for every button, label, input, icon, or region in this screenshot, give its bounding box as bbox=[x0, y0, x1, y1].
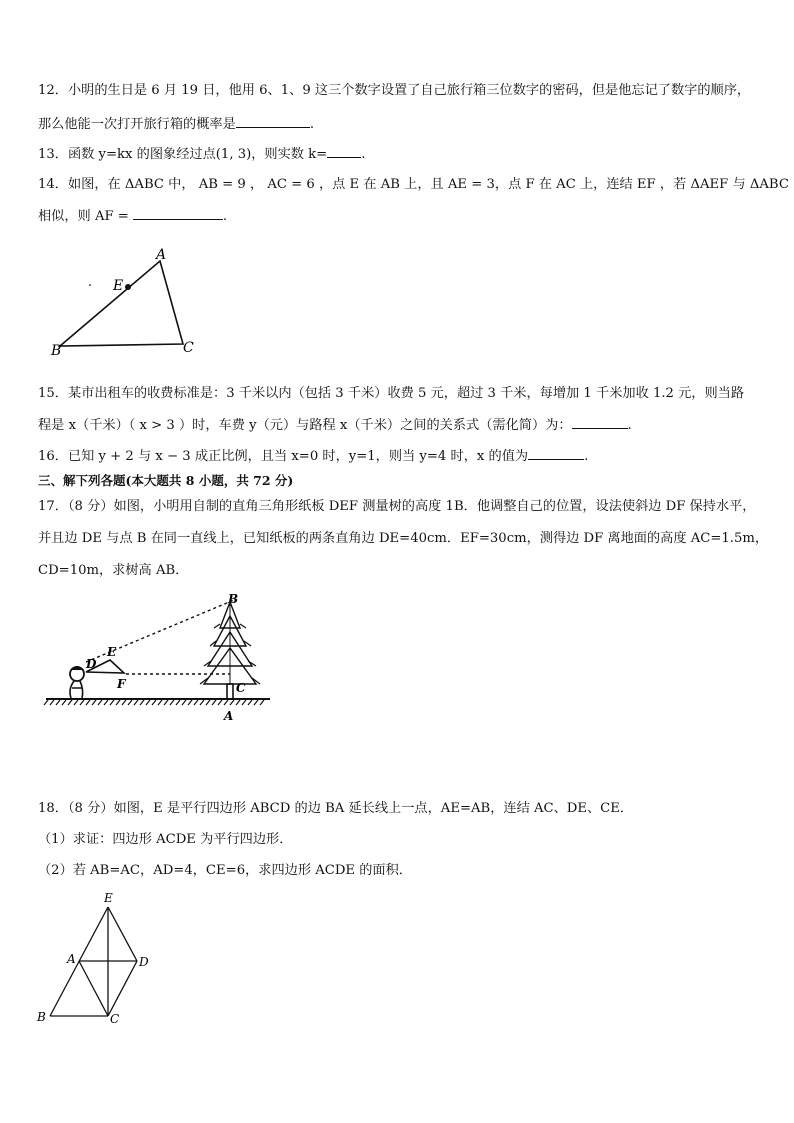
label-b: B bbox=[228, 592, 239, 606]
q14-line2 bbox=[38, 207, 227, 226]
q12-text: 那么他能一次打开旅行箱的概率是 bbox=[38, 117, 236, 132]
label-a: A bbox=[224, 709, 234, 723]
label-f: F bbox=[117, 677, 126, 691]
q18-parallelogram-figure bbox=[34, 890, 164, 1030]
q14-text: 相似，则 AF = bbox=[38, 209, 129, 224]
stray-dot bbox=[89, 284, 91, 286]
person-body bbox=[70, 681, 83, 698]
q16-end: . bbox=[584, 449, 589, 464]
label-a: A bbox=[67, 952, 76, 966]
label-c: C bbox=[110, 1012, 120, 1026]
q15-text: 程是 x（千米）（ x > 3 ）时，车费 y（元）与路程 x（千米）之间的关系式（需化简）为： bbox=[38, 418, 572, 433]
q16-answer-blank[interactable] bbox=[528, 447, 584, 460]
q13-answer-blank[interactable] bbox=[327, 145, 361, 158]
point-e bbox=[125, 284, 131, 290]
q12-end: . bbox=[309, 117, 315, 132]
q16-line bbox=[38, 447, 588, 466]
q15-answer-blank[interactable] bbox=[572, 416, 628, 429]
q12-line1: 12．小明的生日是 6 月 19 日，他用 6、1、9 这三个数字设置了自己旅行箱三位数字的密码，但是他忘记了数字的顺序， bbox=[38, 83, 751, 98]
segment-ed bbox=[108, 907, 137, 961]
q15-line2 bbox=[38, 416, 632, 435]
q12-line2 bbox=[38, 115, 314, 134]
label-b: B bbox=[51, 343, 62, 359]
person-hair bbox=[70, 666, 84, 670]
segment-ac bbox=[79, 961, 108, 1016]
q16-text: 16．已知 y + 2 与 x − 3 成正比例，且当 x=0 时，y=1，则当 y=4 时，x 的值为 bbox=[38, 449, 529, 464]
q18-line2: （1）求证：四边形 ACDE 为平行四边形． bbox=[38, 832, 293, 847]
label-c: C bbox=[183, 340, 194, 356]
triangle-abc bbox=[60, 261, 183, 346]
label-c: C bbox=[236, 681, 246, 695]
q18-line1: 18．（8 分）如图，E 是平行四边形 ABCD 的边 BA 延长线上一点，AE=AB，连结 AC、DE、CE． bbox=[38, 801, 634, 816]
tree-trunk bbox=[227, 684, 233, 699]
q13-end: . bbox=[361, 147, 366, 162]
label-e: E bbox=[107, 645, 117, 659]
q14-triangle-figure bbox=[40, 245, 210, 360]
segment-cd bbox=[108, 961, 137, 1016]
label-a: A bbox=[156, 247, 167, 263]
q17-line2: 并且边 DE 与点 B 在同一直线上，已知纸板的两条直角边 DE=40cm．EF=30cm，测得边 DF 离地面的高度 AC=1.5m， bbox=[38, 531, 769, 546]
label-e: E bbox=[113, 278, 124, 294]
section-3-title: 三、解下列各题(本大题共 8 小题，共 72 分) bbox=[38, 473, 294, 488]
label-d: D bbox=[139, 955, 149, 969]
q17-tree-figure bbox=[44, 588, 276, 728]
q18-line3: （2）若 AB=AC，AD=4，CE=6，求四边形 ACDE 的面积． bbox=[38, 863, 412, 878]
q13-line bbox=[38, 145, 365, 164]
label-d: D bbox=[86, 657, 97, 671]
q15-line1: 15．某市出租车的收费标准是：3 千米以内（包括 3 千米）收费 5 元，超过 3 千米，每增加 1 千米加收 1.2 元，则当路 bbox=[38, 386, 745, 401]
label-e: E bbox=[104, 891, 113, 905]
tree bbox=[200, 602, 260, 699]
q13-text: 13．函数 y=kx 的图象经过点(1, 3)，则实数 k= bbox=[38, 147, 328, 162]
q14-line1: 14．如图，在 ΔABC 中， AB = 9 ， AC = 6 ，点 E 在 AB 上，且 AE = 3，点 F 在 AC 上，连结 EF ，若 ΔAEF 与 ΔABC bbox=[38, 177, 789, 192]
q17-line3: CD=10m，求树高 AB． bbox=[38, 563, 189, 578]
q12-answer-blank[interactable] bbox=[236, 115, 310, 128]
ground-hatching bbox=[44, 700, 264, 705]
q15-end: . bbox=[627, 418, 632, 433]
q14-answer-blank[interactable] bbox=[133, 207, 223, 220]
q14-end: . bbox=[222, 209, 228, 224]
q17-line1: 17．（8 分）如图，小明用自制的直角三角形纸板 DEF 测量树的高度 1B．他调整自己的位置，设法使斜边 DF 保持水平， bbox=[38, 499, 756, 514]
label-b: B bbox=[37, 1010, 46, 1024]
